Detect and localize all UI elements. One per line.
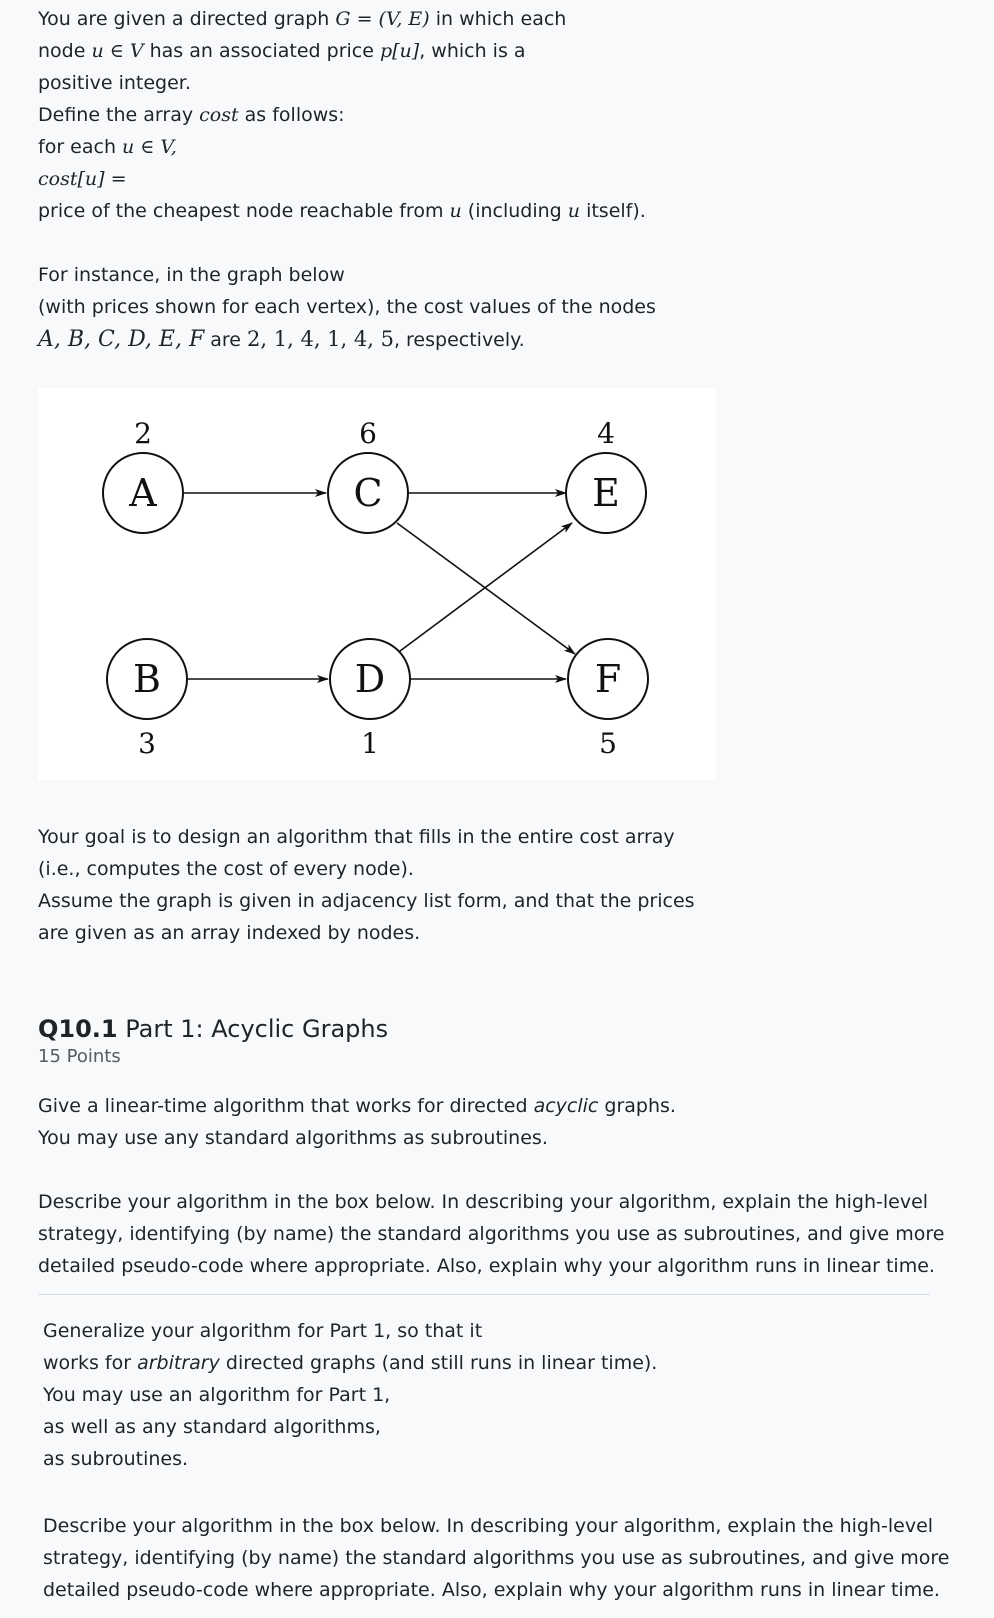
node-price: 3 [138,727,156,760]
math-price: p[u] [379,40,420,62]
goal-line-3: Assume the graph is given in adjacency list form, and that the prices [38,890,695,912]
goal-line-1: Your goal is to design an algorithm that fills in the entire cost array [38,826,675,848]
part1-desc-line-2: strategy, identifying (by name) the standard algorithms you use as subroutines, and give more [38,1223,945,1245]
intro-line-7: price of the cheapest node reachable from u (including u itself). [38,200,646,222]
node-price: 2 [134,417,152,450]
part1-line-2: You may use any standard algorithms as subroutines. [38,1127,548,1149]
part2-desc-line-1: Describe your algorithm in the box below. In describing your algorithm, explain the high-level [43,1515,934,1537]
question-title: Q10.1 Part 1: Acyclic Graphs [38,1015,389,1043]
example-paragraph [38,259,958,356]
node-price: 4 [597,417,615,450]
part1-prompt [38,1090,958,1154]
part1-instructions [38,1186,958,1282]
node-b [107,639,187,760]
node-f [568,639,648,760]
part1-desc-line-3: detailed pseudo-code where appropriate. Also, explain why your algorithm runs in linear time. [38,1255,935,1277]
part2-desc-line-3: detailed pseudo-code where appropriate. Also, explain why your algorithm runs in linear time. [43,1579,940,1601]
goal-line-2: (i.e., computes the cost of every node). [38,858,414,880]
goal-paragraph [38,821,958,949]
node-price: 1 [361,727,379,760]
math-node-in-v: u ∈ V [91,40,144,62]
problem-intro [38,3,958,227]
section-divider [38,1294,930,1295]
node-d [330,639,410,760]
node-label: F [594,657,622,701]
part2-prompt [43,1315,963,1475]
part2-line-5: as subroutines. [43,1448,189,1470]
intro-line-3: positive integer. [38,72,191,94]
intro-line-4: Define the array cost as follows: [38,104,345,126]
intro-line-1: You are given a directed graph G = (V, E) in which each [38,8,567,30]
question-points: 15 Points [38,1046,121,1067]
part2-line-2: works for arbitrary directed graphs (and still runs in linear time). [43,1352,658,1374]
intro-line-6 [38,163,958,195]
part2-line-3: You may use an algorithm for Part 1, [43,1384,391,1406]
example-line-2: (with prices shown for each vertex), the cost values of the nodes [38,296,656,318]
node-label: B [133,657,161,701]
node-a [103,417,183,533]
graph-figure [38,388,716,780]
intro-line-5: for each u ∈ V, [38,136,177,158]
graph-diagram [38,388,716,780]
math-for-each: u ∈ V, [122,136,177,158]
node-price: 6 [359,417,377,450]
example-line-3: A, B, C, D, E, F are 2, 1, 4, 1, 4, 5, respectively. [38,327,525,352]
part1-line-1: Give a linear-time algorithm that works for directed acyclic graphs. [38,1095,676,1117]
question-number: Q10.1 [38,1015,118,1043]
math-cost: cost [199,104,239,126]
node-c [328,417,408,533]
part2-line-1: Generalize your algorithm for Part 1, so that it [43,1320,483,1342]
emphasis-acyclic: acyclic [533,1095,599,1117]
node-e [566,417,646,533]
node-label: E [592,471,620,515]
math-cost-def: cost[u] = [38,168,127,190]
goal-line-4: are given as an array indexed by nodes. [38,922,421,944]
math-graph-def: G = (V, E) [335,8,430,30]
question-header [38,1014,388,1070]
math-node-list: A, B, C, D, E, F [38,327,205,352]
example-line-1: For instance, in the graph below [38,264,345,286]
math-cost-values: 2, 1, 4, 1, 4, 5 [247,327,394,351]
intro-line-2: node u ∈ V has an associated price p[u], which is a [38,40,526,62]
part2-instructions [43,1510,963,1606]
part2-line-4: as well as any standard algorithms, [43,1416,381,1438]
part2-desc-line-2: strategy, identifying (by name) the standard algorithms you use as subroutines, and give more [43,1547,950,1569]
node-label: C [353,471,383,515]
emphasis-arbitrary: arbitrary [137,1352,220,1374]
node-label: D [354,657,386,701]
part1-desc-line-1: Describe your algorithm in the box below. In describing your algorithm, explain the high-level [38,1191,929,1213]
node-price: 5 [599,727,617,760]
node-label: A [129,471,157,515]
